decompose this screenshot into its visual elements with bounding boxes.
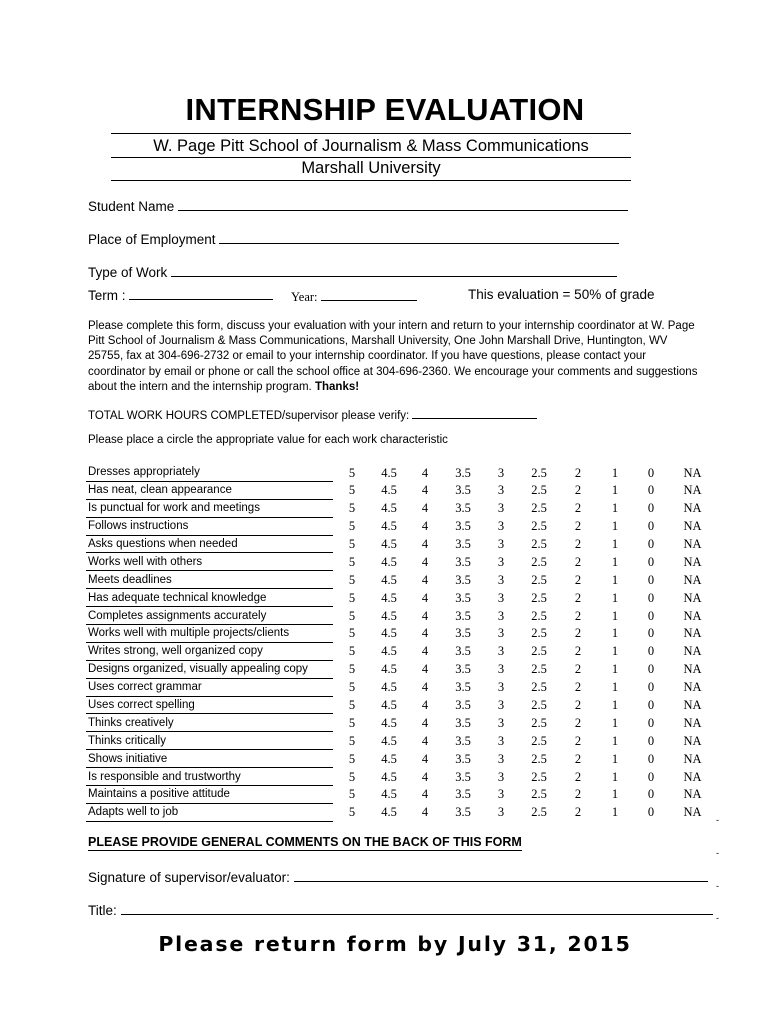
rating-option[interactable]: NA [683,751,702,766]
divider [111,180,631,181]
rating-option[interactable]: 5 [348,519,356,534]
rating-option[interactable]: 4 [421,590,429,605]
rating-option[interactable]: 1 [611,698,619,713]
rating-option[interactable]: 4 [421,626,429,641]
rating-option[interactable]: 1 [611,519,619,534]
rating-option[interactable]: 5 [348,554,356,569]
table-row [86,768,716,786]
rating-option[interactable]: NA [683,769,702,784]
rating-option[interactable]: 3 [497,644,505,659]
student-name-field[interactable] [88,198,628,214]
rating-option[interactable]: 1 [611,483,619,498]
rating-option[interactable]: 2 [574,572,582,587]
characteristic-label: Has adequate technical knowledge [86,589,333,607]
rating-option[interactable]: 4.5 [381,698,397,713]
rating-option[interactable]: 3.5 [455,465,471,480]
rating-option[interactable]: 1 [611,590,619,605]
rating-option[interactable]: 2 [574,483,582,498]
rating-option[interactable]: 2.5 [531,787,547,802]
rating-option[interactable]: 3.5 [455,626,471,641]
rating-option[interactable]: 0 [647,519,655,534]
rating-option[interactable]: NA [683,572,702,587]
year-field[interactable] [291,288,417,305]
rating-option[interactable]: 2 [574,715,582,730]
rating-option[interactable]: 3.5 [455,572,471,587]
rating-option[interactable]: 3 [497,483,505,498]
rating-option[interactable]: 3.5 [455,680,471,695]
characteristic-label: Maintains a positive attitude [86,786,333,804]
rating-option[interactable]: NA [683,554,702,569]
rating-option[interactable]: 3.5 [455,608,471,623]
rating-option[interactable]: 2 [574,733,582,748]
title-label: Title: [88,903,117,918]
rating-option[interactable]: 1 [611,626,619,641]
rating-option[interactable]: NA [683,733,702,748]
rating-option[interactable]: 2.5 [531,715,547,730]
table-row [86,589,716,607]
rating-option[interactable]: 4.5 [381,715,397,730]
divider [111,157,631,158]
rating-option[interactable]: 3 [497,787,505,802]
rating-option[interactable]: 2.5 [531,554,547,569]
table-row [86,571,716,589]
rating-option[interactable]: 0 [647,644,655,659]
rating-option[interactable]: 3.5 [455,698,471,713]
characteristic-label: Has neat, clean appearance [86,481,333,499]
rating-option[interactable]: 5 [348,644,356,659]
rating-option[interactable]: 4.5 [381,787,397,802]
rating-option[interactable]: 2 [574,751,582,766]
rating-option[interactable]: 4 [421,608,429,623]
rating-option[interactable]: 0 [647,769,655,784]
evaluation-table [86,464,716,822]
rating-option[interactable]: 1 [611,644,619,659]
rating-option[interactable]: 2.5 [531,662,547,677]
rating-option[interactable]: 5 [348,787,356,802]
rating-option[interactable]: 4 [421,805,429,820]
rating-option[interactable]: 3.5 [455,805,471,820]
margin-mark: - [716,848,719,858]
student-name-line[interactable] [178,198,628,211]
work-hours-line[interactable] [412,408,537,419]
rating-option[interactable]: 3 [497,662,505,677]
rating-option[interactable]: 5 [348,626,356,641]
rating-option[interactable]: NA [683,483,702,498]
rating-option[interactable]: NA [683,644,702,659]
title-line[interactable] [121,902,713,915]
rating-option[interactable]: 3 [497,554,505,569]
rating-option[interactable]: 2 [574,519,582,534]
student-name-label: Student Name [88,199,175,214]
rating-option[interactable]: NA [683,698,702,713]
rating-option[interactable]: 3 [497,465,505,480]
table-row [86,499,716,517]
signature-line[interactable] [294,869,708,882]
rating-option[interactable]: NA [683,590,702,605]
margin-mark: - [716,881,719,891]
rating-option[interactable]: 5 [348,608,356,623]
school-name: W. Page Pitt School of Journalism & Mass Communications [153,137,589,155]
rating-option[interactable]: 1 [611,465,619,480]
divider [111,133,631,134]
table-row [86,607,716,625]
rating-option[interactable]: 3 [497,805,505,820]
rating-option[interactable]: 2.5 [531,483,547,498]
rating-option[interactable]: 0 [647,787,655,802]
rating-option[interactable]: 2 [574,590,582,605]
characteristic-label: Follows instructions [86,517,333,535]
rating-option[interactable]: 2 [574,465,582,480]
rating-option[interactable]: 4.5 [381,733,397,748]
rating-option[interactable]: 3 [497,501,505,516]
rating-option[interactable]: 4 [421,465,429,480]
rating-option[interactable]: 4.5 [381,483,397,498]
rating-option[interactable]: 1 [611,787,619,802]
characteristic-label: Uses correct spelling [86,696,333,714]
rating-option[interactable]: 0 [647,626,655,641]
term-field[interactable] [88,287,273,303]
rating-option[interactable]: 0 [647,662,655,677]
rating-option[interactable]: 1 [611,608,619,623]
rating-option[interactable]: 4.5 [381,465,397,480]
characteristic-label: Writes strong, well organized copy [86,642,333,660]
employment-line[interactable] [219,231,619,244]
rating-option[interactable]: 2.5 [531,644,547,659]
rating-option[interactable]: 3.5 [455,590,471,605]
rating-option[interactable]: 3.5 [455,715,471,730]
table-row [86,786,716,804]
rating-option[interactable]: 0 [647,751,655,766]
rating-option[interactable]: 2 [574,644,582,659]
rating-option[interactable]: 4 [421,769,429,784]
form-title: INTERNSHIP EVALUATION [185,92,585,127]
rating-option[interactable]: 3.5 [455,787,471,802]
rating-option[interactable]: 1 [611,662,619,677]
rating-option[interactable]: NA [683,626,702,641]
rating-option[interactable]: 3 [497,769,505,784]
rating-option[interactable]: 4.5 [381,626,397,641]
term-label: Term : [88,288,126,303]
characteristic-label: Completes assignments accurately [86,607,333,625]
rating-option[interactable]: 3.5 [455,644,471,659]
comments-instruction: PLEASE PROVIDE GENERAL COMMENTS ON THE BACK OF THIS FORM [88,835,522,849]
rating-option[interactable]: 1 [611,751,619,766]
rating-option[interactable]: 5 [348,537,356,551]
rating-option[interactable]: 0 [647,483,655,498]
table-row [86,714,716,732]
thanks-text: Thanks! [314,380,360,393]
rating-option[interactable]: 2 [574,787,582,802]
characteristic-label: Uses correct grammar [86,678,333,696]
rating-option[interactable]: NA [683,501,702,516]
rating-option[interactable]: 0 [647,537,655,551]
rating-option[interactable]: 1 [611,572,619,587]
rating-option[interactable]: 2.5 [531,733,547,748]
rating-option[interactable]: 4 [421,680,429,695]
rating-option[interactable]: NA [683,805,702,820]
instructions-text: Please complete this form, discuss your evaluation with your intern and return to your internship coordinator at W. Page Pitt School of Journalism & Mass Communications, Marshall University, One John Marshall Drive, Huntington, WV 25755, fax at 304-696-2732 or email to your internship coordinator. If you have questions, please contact your coordinator by email or phone or call the school office at 304-696-2360. We encourage your comments and suggestions about the intern and the internship program. [88,320,698,393]
rating-option[interactable]: 4 [421,698,429,713]
rating-option[interactable]: 0 [647,590,655,605]
characteristic-label: Works well with multiple projects/clients [86,625,333,643]
rating-option[interactable]: 0 [647,572,655,587]
rating-option[interactable]: 3.5 [455,733,471,748]
rating-option[interactable]: 5 [348,572,356,587]
rating-option[interactable]: 5 [348,698,356,713]
rating-option[interactable]: 2.5 [531,537,547,551]
rating-option[interactable]: 2 [574,626,582,641]
rating-option[interactable]: 2 [574,698,582,713]
rating-option[interactable]: 2.5 [531,590,547,605]
rating-option[interactable]: 0 [647,733,655,748]
characteristic-label: Thinks creatively [86,714,333,732]
rating-option[interactable]: 4.5 [381,644,397,659]
characteristic-label: Asks questions when needed [86,535,333,553]
rating-option[interactable]: 2.5 [531,805,547,820]
rating-option[interactable]: 5 [348,805,356,820]
rating-option[interactable]: 4 [421,483,429,498]
rating-option[interactable]: 4 [421,662,429,677]
rating-option[interactable]: 3.5 [455,662,471,677]
rating-option[interactable]: 3 [497,590,505,605]
rating-option[interactable]: 2 [574,554,582,569]
rating-option[interactable]: 4.5 [381,608,397,623]
rating-option[interactable]: 4 [421,572,429,587]
rating-option[interactable]: 5 [348,751,356,766]
rating-option[interactable]: 2.5 [531,572,547,587]
instructions-paragraph [88,319,700,395]
rating-option[interactable]: 2 [574,501,582,516]
rating-option[interactable]: 5 [348,680,356,695]
signature-label: Signature of supervisor/evaluator: [88,870,290,885]
rating-option[interactable]: 3 [497,626,505,641]
margin-mark: - [716,913,719,923]
table-row [86,660,716,678]
characteristic-label: Shows initiative [86,750,333,768]
rating-option[interactable]: NA [683,608,702,623]
rating-option[interactable]: 4.5 [381,590,397,605]
work-hours-field[interactable] [88,408,537,422]
characteristic-label: Meets deadlines [86,571,333,589]
rating-option[interactable]: 1 [611,537,619,551]
rating-option[interactable]: 4 [421,787,429,802]
characteristic-label: Thinks critically [86,732,333,750]
rating-option[interactable]: 2.5 [531,680,547,695]
table-row [86,481,716,499]
rating-option[interactable]: 5 [348,590,356,605]
rating-option[interactable]: 0 [647,698,655,713]
rating-option[interactable]: 3 [497,519,505,534]
table-row [86,625,716,643]
rating-option[interactable]: 1 [611,805,619,820]
table-row [86,517,716,535]
rating-option[interactable]: 2.5 [531,501,547,516]
rating-option[interactable]: NA [683,662,702,677]
rating-option[interactable]: 2.5 [531,769,547,784]
characteristic-label: Is punctual for work and meetings [86,499,333,517]
rating-option[interactable]: 4 [421,537,429,551]
characteristic-label: Works well with others [86,553,333,571]
rating-option[interactable]: NA [683,787,702,802]
rating-option[interactable]: 3.5 [455,751,471,766]
rating-option[interactable]: 5 [348,733,356,748]
rating-option[interactable]: 2.5 [531,465,547,480]
rating-option[interactable]: 2 [574,680,582,695]
rating-option[interactable]: 4 [421,644,429,659]
rating-option[interactable]: 3 [497,537,505,551]
university-name: Marshall University [301,159,441,177]
rating-option[interactable]: 2.5 [531,751,547,766]
table-row [86,464,716,481]
rating-option[interactable]: 5 [348,769,356,784]
circle-instructions: Please place a circle the appropriate value for each work characteristic [88,434,448,446]
rating-option[interactable]: 5 [348,483,356,498]
rating-option[interactable]: 4.5 [381,537,397,551]
rating-option[interactable]: 4.5 [381,680,397,695]
rating-option[interactable]: NA [683,465,702,480]
rating-option[interactable]: 5 [348,662,356,677]
rating-option[interactable]: 4 [421,519,429,534]
rating-option[interactable]: 5 [348,465,356,480]
rating-option[interactable]: 1 [611,769,619,784]
rating-option[interactable]: NA [683,519,702,534]
margin-mark: - [716,815,719,825]
rating-option[interactable]: 4.5 [381,572,397,587]
rating-option[interactable]: 4 [421,554,429,569]
rating-option[interactable]: NA [683,715,702,730]
rating-option[interactable]: 3 [497,698,505,713]
year-line[interactable] [321,288,417,301]
type-of-work-field[interactable] [88,264,617,280]
grade-note: This evaluation = 50% of grade [468,287,655,302]
characteristic-label: Dresses appropriately [86,464,333,481]
rating-option[interactable]: 3.5 [455,501,471,516]
rating-option[interactable]: 0 [647,465,655,480]
year-label: Year: [291,290,318,304]
rating-option[interactable]: 0 [647,715,655,730]
rating-option[interactable]: 3.5 [455,519,471,534]
employment-field[interactable] [88,231,619,247]
title-field[interactable] [88,902,713,918]
rating-option[interactable]: 3.5 [455,769,471,784]
rating-option[interactable]: 0 [647,608,655,623]
rating-option[interactable]: NA [683,680,702,695]
table-row [86,732,716,750]
characteristic-label: Adapts well to job [86,803,333,821]
term-line[interactable] [129,287,273,300]
rating-option[interactable]: 4.5 [381,662,397,677]
work-hours-label: TOTAL WORK HOURS COMPLETED/supervisor please verify: [88,410,410,422]
characteristic-label: Designs organized, visually appealing copy [86,660,333,678]
rating-option[interactable]: 4 [421,733,429,748]
rating-option[interactable]: 3.5 [455,537,471,551]
table-row [86,553,716,571]
table-row [86,696,716,714]
rating-option[interactable]: 4.5 [381,519,397,534]
table-row [86,535,716,553]
rating-option[interactable]: NA [683,537,702,551]
rating-option[interactable]: 1 [611,680,619,695]
signature-field[interactable] [88,869,708,885]
rating-option[interactable]: 5 [348,715,356,730]
rating-option[interactable]: 2 [574,662,582,677]
rating-option[interactable]: 0 [647,680,655,695]
rating-option[interactable]: 1 [611,733,619,748]
rating-option[interactable]: 4 [421,715,429,730]
table-row [86,803,716,821]
rating-option[interactable]: 2 [574,608,582,623]
rating-option[interactable]: 0 [647,805,655,820]
table-row [86,642,716,660]
rating-option[interactable]: 2.5 [531,698,547,713]
type-of-work-label: Type of Work [88,265,168,280]
rating-option[interactable]: 0 [647,554,655,569]
table-row [86,750,716,768]
rating-option[interactable]: 4.5 [381,751,397,766]
rating-option[interactable]: 3 [497,680,505,695]
type-of-work-line[interactable] [171,264,617,277]
rating-option[interactable]: 4 [421,751,429,766]
rating-option[interactable]: 4 [421,501,429,516]
rating-option[interactable]: 2 [574,769,582,784]
rating-option[interactable]: 4.5 [381,769,397,784]
rating-option[interactable]: 3 [497,751,505,766]
rating-option[interactable]: 4.5 [381,805,397,820]
rating-option[interactable]: 1 [611,554,619,569]
rating-option[interactable]: 1 [611,715,619,730]
rating-option[interactable]: 3 [497,608,505,623]
table-row [86,678,716,696]
rating-option[interactable]: 5 [348,501,356,516]
rating-option[interactable]: 2.5 [531,608,547,623]
rating-option[interactable]: 2.5 [531,626,547,641]
rating-option[interactable]: 0 [647,501,655,516]
rating-option[interactable]: 3.5 [455,483,471,498]
rating-option[interactable]: 4.5 [381,501,397,516]
characteristic-label: Is responsible and trustworthy [86,768,333,786]
rating-option[interactable]: 1 [611,501,619,516]
rating-option[interactable]: 2 [574,805,582,820]
rating-option[interactable]: 3.5 [455,554,471,569]
rating-option[interactable]: 4.5 [381,554,397,569]
rating-option[interactable]: 3 [497,572,505,587]
return-deadline: Please return form by July 31, 2015 [158,932,632,956]
rating-option[interactable]: 3 [497,733,505,748]
rating-option[interactable]: 2.5 [531,519,547,534]
employment-label: Place of Employment [88,232,216,247]
rating-option[interactable]: 3 [497,715,505,730]
rating-option[interactable]: 2 [574,537,582,551]
